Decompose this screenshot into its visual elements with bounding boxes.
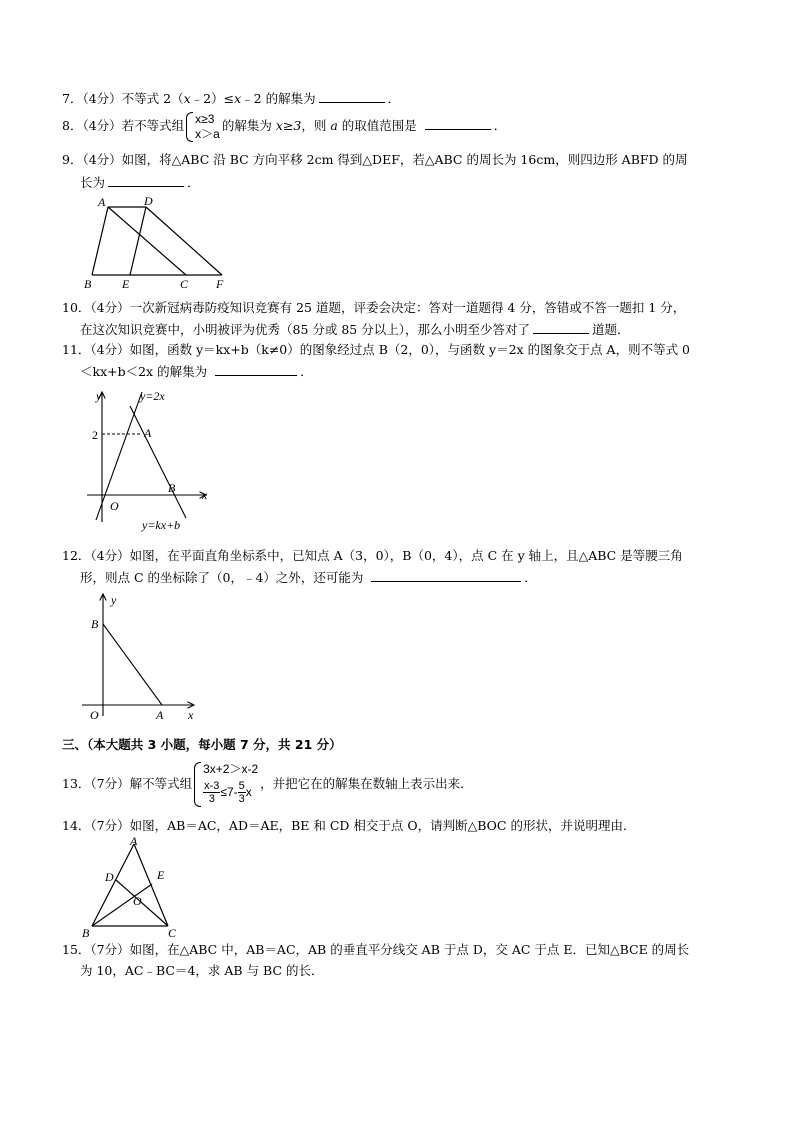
segment-ab	[103, 624, 162, 705]
brace-icon	[194, 762, 201, 807]
question-9-line-2: 长为 ．	[80, 175, 200, 190]
label-b: B	[168, 481, 176, 495]
figure-translation	[78, 192, 238, 292]
label-y: y	[111, 593, 117, 607]
label-d: D	[105, 870, 114, 884]
edge-ab	[92, 844, 134, 926]
edge-de	[130, 207, 146, 275]
label-y-kx-b: y=kx+b	[142, 518, 181, 532]
section-heading: 三、（本大题共 3 小题，每小题 7 分，共 21 分）	[62, 737, 342, 752]
question-8: 8．（4分）若不等式组 x≥3 x＞a 的解集为 x≥3，则 a 的取值范围是 ．	[62, 111, 507, 141]
question-11-line-1: 11．（4分）如图，函数 y＝kx+b（k≠0）的图象经过点 B（2，0），与函数 y＝2x 的图象交于点 A，则不等式 0	[62, 342, 690, 357]
question-15-line-1: 15．（7分）如图，在△ABC 中，AB＝AC，AB 的垂直平分线交 AB 于点 D，交 AC 于点 E．已知△BCE 的周长	[62, 942, 690, 957]
question-14: 14．（7分）如图，AB＝AC，AD＝AE，BE 和 CD 相交于点 O，请判断△BOC 的形状，并说明理由．	[62, 818, 636, 833]
label-y-2x: y=2x	[140, 389, 165, 403]
question-10-line-1: 10．（4分）一次新冠病毒防疫知识竞赛有 25 道题，评委会决定：答对一道题得 4 分，答错或不答一题扣 1 分，	[62, 300, 686, 315]
figure-coordinate-triangle	[82, 588, 212, 724]
label-o: O	[133, 894, 142, 908]
label-y: y	[96, 389, 102, 403]
figure-isosceles-triangle	[80, 834, 200, 938]
answer-blank[interactable]	[371, 569, 521, 582]
question-9-line-1: 9．（4分）如图，将△ABC 沿 BC 方向平移 2cm 得到△DEF，若△ABC 的周长为 16cm，则四边形 ABFD 的周	[62, 152, 688, 167]
label-d: D	[144, 194, 153, 208]
label-a: A	[98, 195, 106, 209]
figure-line-graph	[82, 384, 232, 534]
line-y-2x	[96, 392, 142, 520]
label-2: 2	[92, 428, 98, 442]
label-a: A	[144, 426, 152, 440]
edge-ab	[92, 207, 108, 275]
label-e: E	[122, 277, 130, 291]
label-a: A	[156, 708, 164, 722]
inequality-system: x≥3 x＞a	[186, 112, 220, 142]
label-b: B	[84, 277, 92, 291]
label-b: B	[91, 617, 99, 631]
answer-blank[interactable]	[319, 90, 385, 103]
edge-df	[146, 207, 222, 275]
question-13: 13．（7分）解不等式组 3x+2＞x-2 $\frac{x-3}{3}$ ≤7- $\frac{5}{3}$ x ，并把它在的解集在数轴上表示出来．	[62, 762, 473, 806]
label-f: F	[216, 277, 224, 291]
label-c: C	[180, 277, 189, 291]
answer-blank[interactable]	[108, 174, 184, 187]
label-a: A	[130, 834, 138, 848]
answer-blank[interactable]	[533, 321, 589, 334]
label-x: x	[202, 488, 208, 502]
label-c: C	[168, 926, 177, 938]
question-7: 7．（4分）不等式 2（x﹣2）≤x﹣2 的解集为 ．	[62, 91, 401, 106]
question-12-line-2: 形，则点 C 的坐标除了（0，﹣4）之外，还可能为 ．	[80, 570, 537, 585]
answer-blank[interactable]	[215, 363, 297, 376]
label-x: x	[188, 708, 194, 722]
brace-icon	[186, 112, 193, 142]
question-11-line-2: ＜kx+b＜2x 的解集为 ．	[80, 364, 313, 379]
segment-cd	[116, 880, 168, 926]
question-15-line-2: 为 10，AC﹣BC＝4，求 AB 与 BC 的长．	[80, 963, 324, 978]
label-b: B	[82, 926, 90, 938]
label-o: O	[90, 708, 99, 722]
line-y-kx-b	[130, 406, 186, 518]
answer-blank[interactable]	[425, 117, 491, 130]
edge-ac	[108, 207, 186, 275]
segment-be	[92, 884, 152, 926]
question-12-line-1: 12．（4分）如图，在平面直角坐标系中，已知点 A（3，0），B（0，4），点 C 在 y 轴上，且△ABC 是等腰三角	[62, 548, 683, 563]
question-10-line-2: 在这次知识竞赛中，小明被评为优秀（85 分或 85 分以上），那么小明至少答对了 道题．	[80, 322, 630, 337]
label-e: E	[157, 868, 165, 882]
label-o: O	[110, 499, 119, 513]
inequality-system: 3x+2＞x-2 $\frac{x-3}{3}$ ≤7- $\frac{5}{3}$ x	[194, 762, 258, 807]
